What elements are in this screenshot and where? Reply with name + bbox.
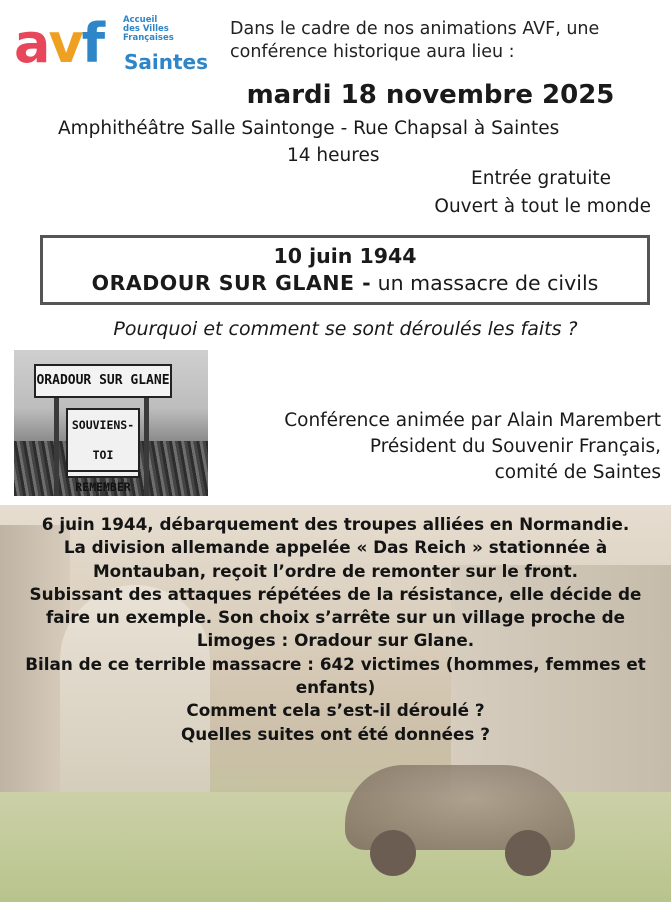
sign-photo: [14, 350, 208, 496]
event-venue: Amphithéâtre Salle Saintonge - Rue Chapsal à Saintes: [58, 118, 560, 139]
logo-wordmark: avf: [14, 12, 104, 75]
logo-city: Saintes: [124, 50, 209, 74]
intro-text: Dans le cadre de nos animations AVF, une conférence historique aura lieu :: [230, 19, 600, 62]
headline-box: [40, 235, 650, 305]
headline-title: ORADOUR SUR GLANE - un massacre de civils: [91, 271, 599, 295]
event-open: Ouvert à tout le monde: [434, 196, 651, 217]
body-text: 6 juin 1944, débarquement des troupes alliées en Normandie. La division allemande appelée « Das Reich » stationnée à Montauban, reçoit l’ordre de remonter sur le front. Subissant des attaques répétées de la résistance, elle décide de faire un exemple. Son choix s’arrête sur un village proche de Limoges : Oradour sur Glane. Bilan de ce terrible massacre : 642 victimes (hommes, femmes et enfants) Comment cela s’est-il déroulé ? Quelles suites ont été données ?: [25, 514, 646, 744]
event-entry: Entrée gratuite: [471, 168, 611, 189]
headline-date: 10 juin 1944: [273, 244, 417, 268]
event-hour: 14 heures: [287, 145, 380, 166]
sign-remember: SOUVIENS-TOI REMEMBER: [66, 408, 140, 478]
question-text: Pourquoi et comment se sont déroulés les faits ?: [113, 318, 578, 340]
sign-oradour: ORADOUR SUR GLANE: [34, 364, 172, 398]
avf-logo: [14, 12, 219, 78]
event-date: mardi 18 novembre 2025: [246, 80, 615, 110]
logo-tagline: Accueil des Villes Françaises: [123, 15, 174, 43]
speaker-info: Conférence animée par Alain Marembert Président du Souvenir Français, comité de Saintes: [284, 410, 661, 483]
